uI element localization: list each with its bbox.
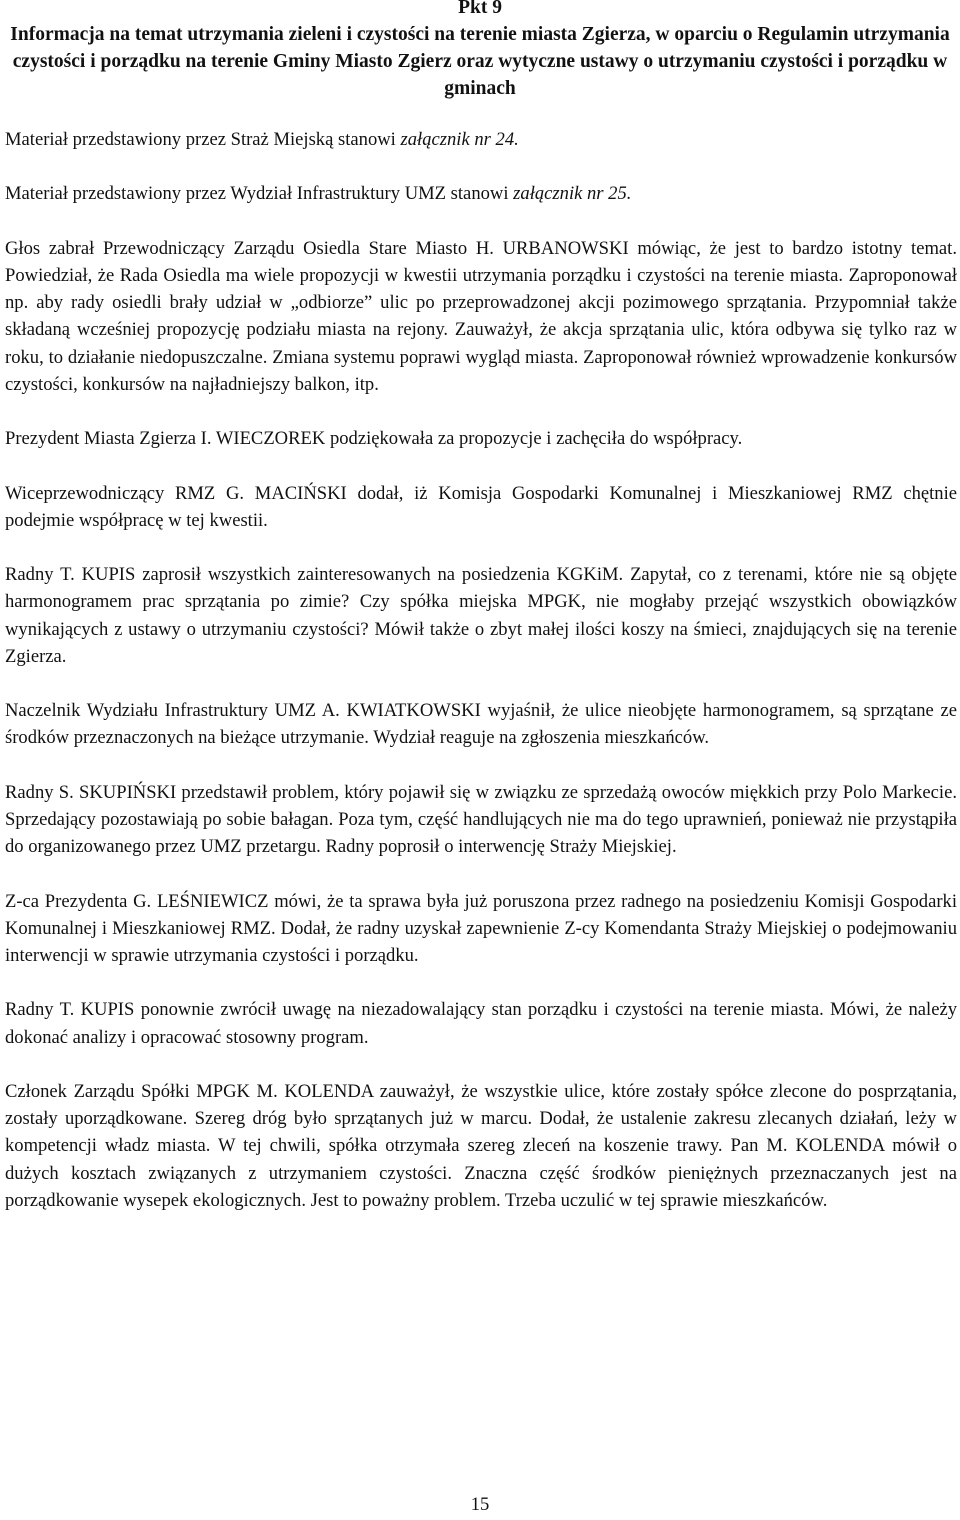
paragraph-straz-miejska: Materiał przedstawiony przez Straż Miejską stanowi załącznik nr 24. (5, 129, 519, 150)
paragraph-skupinski: Radny S. SKUPIŃSKI przedstawił problem, który pojawił się w związku ze sprzedażą owoców miękkich przy Polo Markecie. Sprzedający pozostawiają po sobie bałagan. Poza tym, część handlujących nie ma do tego uprawnień, ponieważ nie przystąpiła do organizowanego przez UMZ przetargu. Radny poprosił o interwencję Straży Miejskiej. (5, 781, 957, 858)
paragraph-wydzial-infrastruktury: Materiał przedstawiony przez Wydział Infrastruktury UMZ stanowi załącznik nr 25. (5, 183, 632, 205)
paragraph-macinski: Wiceprzewodniczący RMZ G. MACIŃSKI dodał, iż Komisja Gospodarki Komunalnej i Mieszkaniowej RMZ chętnie podejmie współpracę w tej kwestii. (5, 482, 957, 531)
page-number: 15 (470, 1494, 490, 1515)
agenda-item-number: Pkt 9 (458, 0, 502, 18)
paragraph-kwiatkowski: Naczelnik Wydziału Infrastruktury UMZ A. KWIATKOWSKI wyjaśnił, że ulice nieobjęte harmonogramem, są sprzątane ze środków przeznaczonych na bieżące utrzymanie. Wydział reaguje na zgłoszenia mieszkańców. (5, 700, 957, 749)
attachment-reference: załącznik nr 24. (400, 129, 519, 150)
paragraph-kolenda: Członek Zarządu Spółki MPGK M. KOLENDA zauważył, że wszystkie ulice, które zostały spółce zlecone do posprzątania, zostały uporządkowane. Szereg dróg było sprzątanych już w marcu. Dodał, że ustalenie zakresu zlecanych działań, leży w kompetencji władz miasta. W tej chwili, spółka otrzymała szereg zleceń na koszenie trawy. Pan M. KOLENDA mówił o dużych kosztach związanych z utrzymaniem czystości. Znaczna część środków pieniężnych przeznaczanych jest na porządkowanie wysepek ekologicznych. Jest to poważny problem. Trzeba uczulić w tej sprawie mieszkańców. (5, 1080, 957, 1211)
paragraph-kupis: Radny T. KUPIS zaprosił wszystkich zainteresowanych na posiedzenia KGKiM. Zapytał, co z terenami, które nie są objęte harmonogramem prac sprzątania po zimie? Czy spółka miejska MPGK, nie mogłaby przejąć wszystkich obowiązków wynikających z ustawy o utrzymaniu czystości? Mówił także o zbyt małej ilości koszy na śmieci, znajdujących się na terenie Zgierza. (5, 564, 957, 667)
document-header (0, 0, 960, 102)
paragraph-wieczorek: Prezydent Miasta Zgierza I. WIECZOREK podziękowała za propozycje i zachęciła do współpracy. (5, 428, 743, 450)
paragraph-kupis-2: Radny T. KUPIS ponownie zwrócił uwagę na niezadowalający stan porządku i czystości na terenie miasta. Mówi, że należy dokonać analizy i opracować stosowny program. (5, 999, 957, 1048)
agenda-item-title: Informacja na temat utrzymania zieleni i czystości na terenie miasta Zgierza, w oparciu o Regulamin utrzymania czystości i porządku na terenie Gminy Miasto Zgierz oraz wytyczne ustawy o utrzymaniu czystości i porządku w gminach (10, 24, 950, 99)
attachment-reference: załącznik nr 25. (513, 183, 632, 205)
paragraph-lesniewicz: Z-ca Prezydenta G. LEŚNIEWICZ mówi, że ta sprawa była już poruszona przez radnego na posiedzeniu Komisji Gospodarki Komunalnej i Mieszkaniowej RMZ. Dodał, że radny uzyskał zapewnienie Z-cy Komendanta Straży Miejskiej o podejmowaniu interwencji w sprawie utrzymania czystości i porządku. (5, 890, 957, 966)
paragraph-urbanowski: Głos zabrał Przewodniczący Zarządu Osiedla Stare Miasto H. URBANOWSKI mówiąc, że jest to bardzo istotny temat. Powiedział, że Rada Osiedla ma wiele propozycji w kwestii utrzymania porządku i czystości na terenie miasta. Zaproponował np. aby rady osiedli brały udział w „odbiorze” ulic po przeprowadzonej akcji pozimowego sprzątania. Przypomniał także składaną wcześniej propozycję podziału miasta na rejony. Zauważył, że akcja sprzątania ulic, która odbywa się tylko raz w roku, to działanie niedopuszczalne. Zmiana systemu poprawi wygląd miasta. Zaproponował również wprowadzenie konkursów czystości, konkursów na najładniejszy balkon, itp. (5, 237, 957, 395)
document-body (5, 126, 957, 1214)
